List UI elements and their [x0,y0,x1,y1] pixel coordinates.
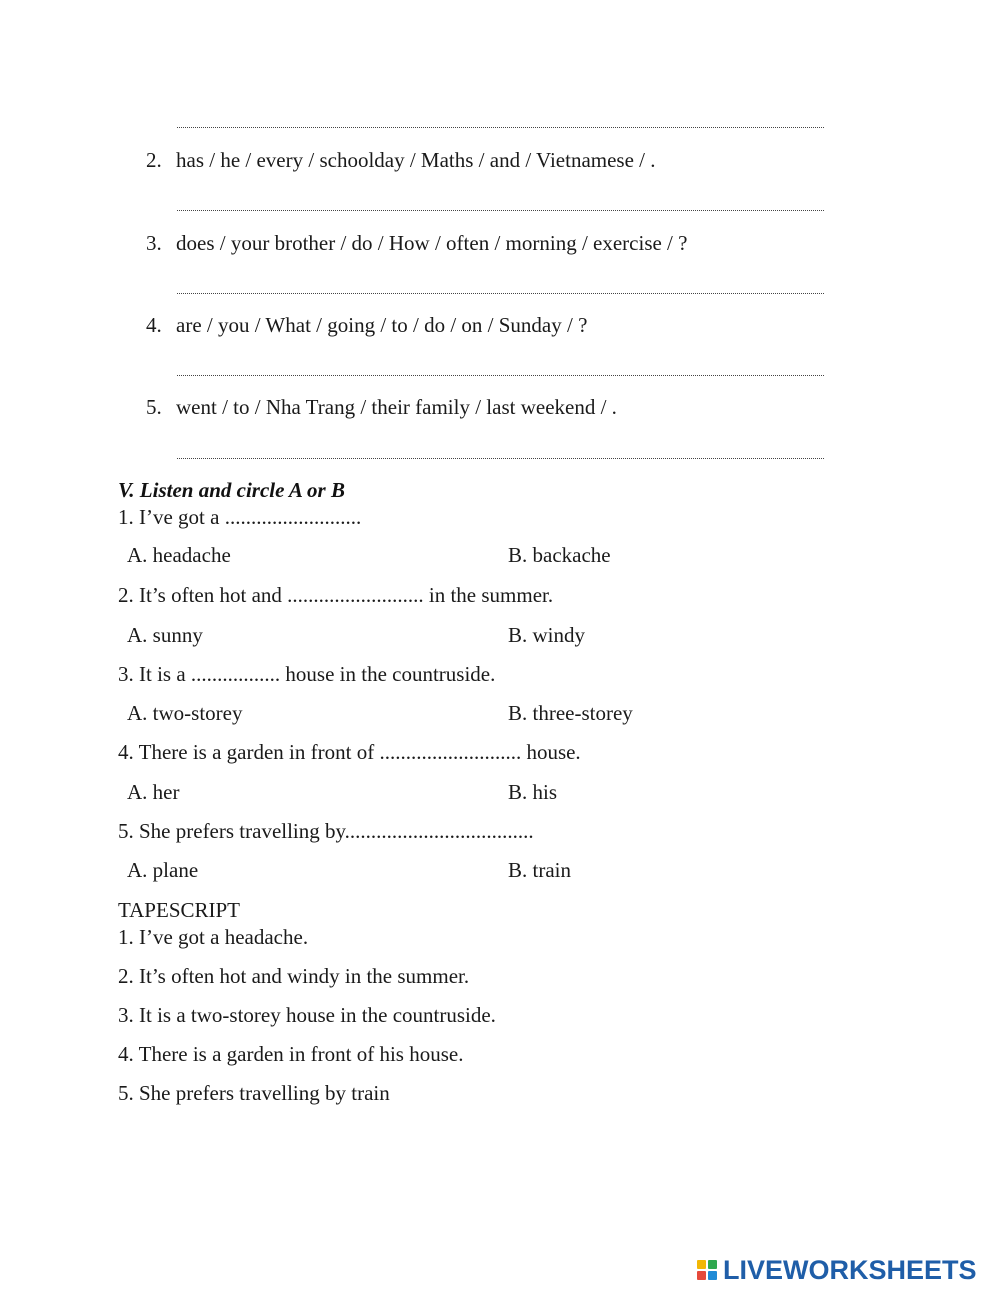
logo-block [697,1271,706,1280]
question-2: 2. It’s often hot and .......................... in the summer. [118,583,554,607]
option-b[interactable]: B. backache [508,543,611,567]
question-3: 3. It is a ................. house in the countruside. [118,662,496,686]
option-b[interactable]: B. train [508,858,571,882]
logo-block [697,1260,706,1269]
liveworksheets-logo [697,1255,977,1285]
item-number: 5. [146,395,162,419]
option-a[interactable]: A. headache [127,543,231,567]
answer-line-4[interactable] [177,375,824,376]
answer-line-2[interactable] [177,210,824,211]
item-number: 2. [146,148,162,172]
item-number: 4. [146,313,162,337]
logo-blocks-icon [697,1260,717,1280]
question-5: 5. She prefers travelling by.................................... [118,819,534,843]
option-b[interactable]: B. his [508,780,558,804]
tapescript-line: 1. I’ve got a headache. [118,925,309,949]
option-b[interactable]: B. windy [508,623,586,647]
option-a[interactable]: A. sunny [127,623,203,647]
logo-text: LIVEWORKSHEETS [723,1254,977,1285]
question-4: 4. There is a garden in front of ........................... house. [118,740,581,764]
answer-line-3[interactable] [177,293,824,294]
answer-line-1[interactable] [177,127,824,128]
option-a[interactable]: A. two-storey [127,701,243,725]
item-text: has / he / every / schoolday / Maths / and / Vietnamese / . [176,148,656,172]
tapescript-line: 2. It’s often hot and windy in the summer. [118,964,470,988]
tapescript-line: 3. It is a two-storey house in the countruside. [118,1003,496,1027]
tapescript-title: TAPESCRIPT [118,898,241,922]
item-text: does / your brother / do / How / often / morning / exercise / ? [176,231,688,255]
section-title: V. Listen and circle A or B [118,478,345,502]
item-number: 3. [146,231,162,255]
item-text: went / to / Nha Trang / their family / last weekend / . [176,395,617,419]
tapescript-line: 4. There is a garden in front of his house. [118,1042,464,1066]
option-a[interactable]: A. plane [127,858,199,882]
answer-line-5[interactable] [177,458,824,459]
option-a[interactable]: A. her [127,780,180,804]
logo-block [708,1271,717,1280]
logo-block [708,1260,717,1269]
question-1: 1. I’ve got a .......................... [118,505,362,529]
item-text: are / you / What / going / to / do / on / Sunday / ? [176,313,588,337]
tapescript-line: 5. She prefers travelling by train [118,1081,390,1105]
option-b[interactable]: B. three-storey [508,701,633,725]
